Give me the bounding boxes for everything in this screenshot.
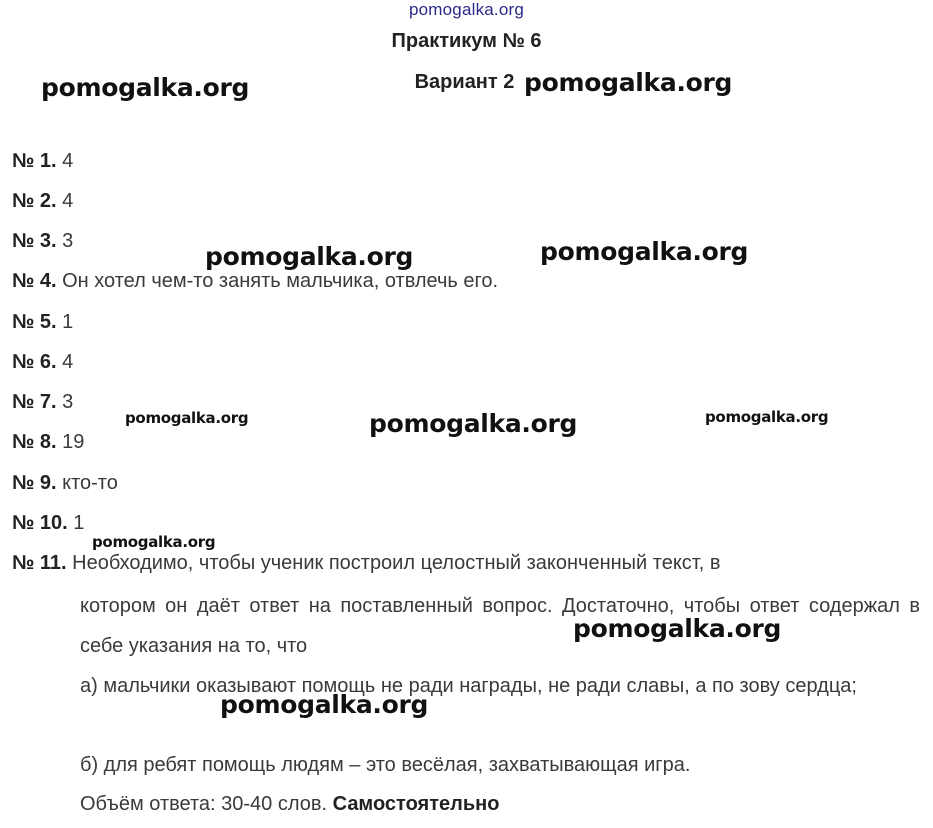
answer-row-1 [12, 150, 73, 173]
answer-row-4 [12, 270, 498, 293]
answer-row-10 [12, 512, 84, 535]
variant-heading: Вариант 2 [414, 71, 515, 93]
site-link[interactable]: pomogalka.org [408, 0, 525, 19]
answer-row-8 [12, 431, 84, 454]
answer-text: Необходимо, чтобы ученик построил целостный законченный текст, в [72, 552, 721, 574]
answer-number: № 8. [12, 431, 57, 453]
answer-number: № 9. [12, 472, 57, 494]
watermark-logo: pomogalka.org [369, 409, 578, 438]
answer-row-3 [12, 230, 73, 253]
watermark-logo: pomogalka.org [524, 68, 733, 97]
page-title: Практикум № 6 [391, 30, 542, 52]
answer-text: 3 [62, 391, 74, 413]
volume-text: Объём ответа: 30-40 слов. [80, 793, 328, 815]
answer-text: 4 [62, 150, 74, 172]
answer-11-paragraph-2: а) мальчики оказывают помощь не ради награды, не ради славы, а по зову сердца; [80, 675, 857, 697]
watermark-logo: pomogalka.org [540, 237, 749, 266]
answer-number: № 10. [12, 512, 68, 534]
answer-text: 4 [62, 190, 74, 212]
answer-text: кто-то [62, 472, 118, 494]
answer-row-5 [12, 311, 73, 334]
answer-text: 4 [62, 351, 74, 373]
answer-text: Он хотел чем-то занять мальчика, отвлечь его. [62, 270, 499, 292]
answer-row-11 [12, 552, 720, 575]
watermark-logo: pomogalka.org [92, 533, 216, 551]
answer-number: № 4. [12, 270, 57, 292]
answer-text: 19 [62, 431, 85, 453]
answer-text: 1 [62, 311, 74, 333]
volume-emphasis: Самостоятельно [332, 793, 500, 815]
answer-number: № 5. [12, 311, 57, 333]
answer-row-9 [12, 472, 118, 495]
answer-text: 3 [62, 230, 74, 252]
watermark-logo: pomogalka.org [220, 690, 429, 719]
watermark-logo: pomogalka.org [705, 408, 829, 426]
watermark-logo: pomogalka.org [205, 242, 414, 271]
answer-row-6 [12, 351, 73, 374]
answer-number: № 2. [12, 190, 57, 212]
answer-row-2 [12, 190, 73, 213]
answer-11-volume [80, 793, 499, 816]
watermark-logo: pomogalka.org [573, 614, 782, 643]
answer-11-item-b: б) для ребят помощь людям – это весёлая, захватывающая игра. [80, 754, 691, 776]
answer-11-paragraph-1: котором он даёт ответ на поставленный вопрос. Достаточно, чтобы ответ содержал в себе указания на то, что [80, 595, 920, 657]
watermark-logo: pomogalka.org [125, 409, 249, 427]
answer-row-7 [12, 391, 73, 414]
answer-number: № 7. [12, 391, 57, 413]
answer-number: № 1. [12, 150, 57, 172]
answer-number: № 11. [12, 552, 67, 574]
watermark-logo: pomogalka.org [41, 73, 250, 102]
answer-number: № 6. [12, 351, 57, 373]
answer-text: 1 [73, 512, 85, 534]
answer-number: № 3. [12, 230, 57, 252]
